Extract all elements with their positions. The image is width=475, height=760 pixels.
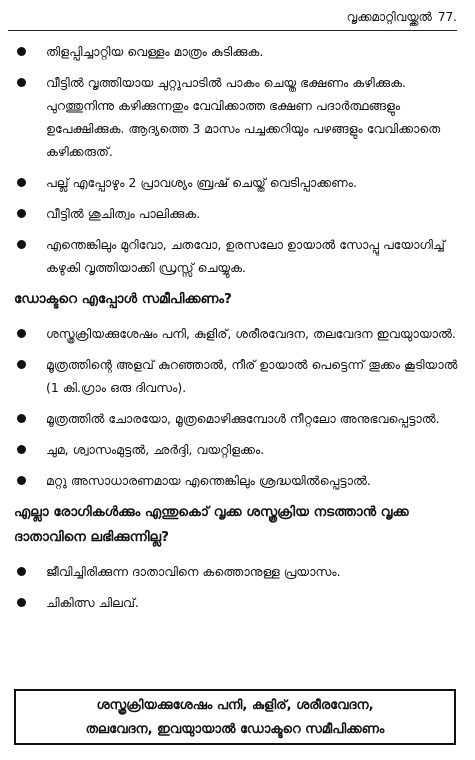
precautions-list — [14, 40, 462, 279]
page-number: 77. — [437, 10, 457, 24]
list-item: ശസ്ത്രക്രിയക്കുശേഷം പനി, കുളിര്, ശരീരവേദന, തലവേദന ഇവയുായാൽ. — [14, 322, 462, 345]
bullet-icon — [17, 78, 26, 87]
doctor-visit-list — [14, 322, 462, 492]
section-heading-doctor: ഡോക്ടറെ എപ്പോൾ സമീപിക്കണം? — [14, 291, 232, 307]
bullet-icon — [17, 209, 26, 218]
list-item: മറ്റു അസാധാരണമായ എന്തെങ്കിലും ശ്രദ്ധയിൽപ്പെട്ടാൽ. — [14, 469, 462, 492]
bullet-icon — [17, 567, 26, 576]
bullet-icon — [17, 240, 26, 249]
list-item: ചികിത്സ ചിലവ്. — [14, 591, 462, 614]
summary-line-2: തലവേദന, ഇവയുായാൽ ഡോക്ടറെ സമീപിക്കണം — [85, 722, 385, 737]
bullet-icon — [17, 598, 26, 607]
page-header — [8, 10, 457, 31]
summary-box — [14, 689, 456, 745]
page-content — [14, 40, 462, 622]
list-item: പല്ല് എപ്പോഴും 2 പ്രാവശ്യം ബ്രഷ് ചെയ്ത് വെടിപ്പാക്കണം. — [14, 171, 462, 194]
list-item: വീട്ടിൽ വൃത്തിയായ ചുറ്റുപാടിൽ പാകം ചെയ്ത ഭക്ഷണം കഴിക്കുക. പുറത്തുനിന്നു കഴിക്കുന്നതും വേവിക്കാത്ത ഭക്ഷണ പദാർത്ഥങ്ങളും ഉപേക്ഷിക്കുക. ആദ്യത്തെ 3 മാസം പച്ചക്കറിയും പഴങ്ങളും വേവിക്കാതെ കഴിക്കരുത്. — [14, 71, 462, 163]
bullet-icon — [17, 476, 26, 485]
donor-reasons-list — [14, 560, 462, 614]
bullet-icon — [17, 329, 26, 338]
bullet-icon — [17, 414, 26, 423]
bullet-icon — [17, 360, 26, 369]
list-item: തിളപ്പിച്ചാറ്റിയ വെള്ളം മാത്രം കുടിക്കുക. — [14, 40, 462, 63]
chapter-title: വൃക്കമാറ്റിവയ്ക്കൽ — [346, 10, 432, 24]
list-item: മൂത്രത്തിൽ ചോരയോ, മൂത്രമൊഴിക്കുമ്പോൾ നീറ്റലോ അനുഭവപ്പെട്ടാൽ. — [14, 407, 462, 430]
bullet-icon — [17, 178, 26, 187]
bullet-icon — [17, 445, 26, 454]
bullet-icon — [17, 47, 26, 56]
summary-line-1: ശസ്ത്രക്രിയക്കുശേഷം പനി, കുളിര്, ശരീരവേദന, — [96, 698, 374, 713]
list-item: എന്തെങ്കിലും മുറിവോ, ചതവോ, ഉരസലോ ഉായാൽ സോപ്പു പയോഗിച്ച് കഴുകി വൃത്തിയാക്കി ഡ്രസ്സ് ചെയ്യുക. — [14, 233, 462, 279]
list-item: ചുമ, ശ്വാസംമുട്ടൽ, ഛർദ്ദി, വയറ്റിളക്കം. — [14, 438, 462, 461]
list-item: ജീവിച്ചിരിക്കുന്ന ദാതാവിനെ കത്തൊനുള്ള പ്രയാസം. — [14, 560, 462, 583]
section-heading-donor: എല്ലാ രോഗികൾക്കും എന്തുകൊ് വൃക്ക ശസ്ത്രക്രിയ നടത്താൻ വൃക്ക ദാതാവിനെ ലഭിക്കുന്നില്ല? — [14, 504, 409, 545]
list-item: മൂത്രത്തിന്റെ അളവ് കുറഞ്ഞാൽ, നീര് ഉായാൽ പെട്ടെന്ന് തൂക്കം കൂടിയാൽ (1 കി.ഗ്രാം ഒരു ദിവസം). — [14, 353, 462, 399]
list-item: വീട്ടിൽ ശുചിത്വം പാലിക്കുക. — [14, 202, 462, 225]
